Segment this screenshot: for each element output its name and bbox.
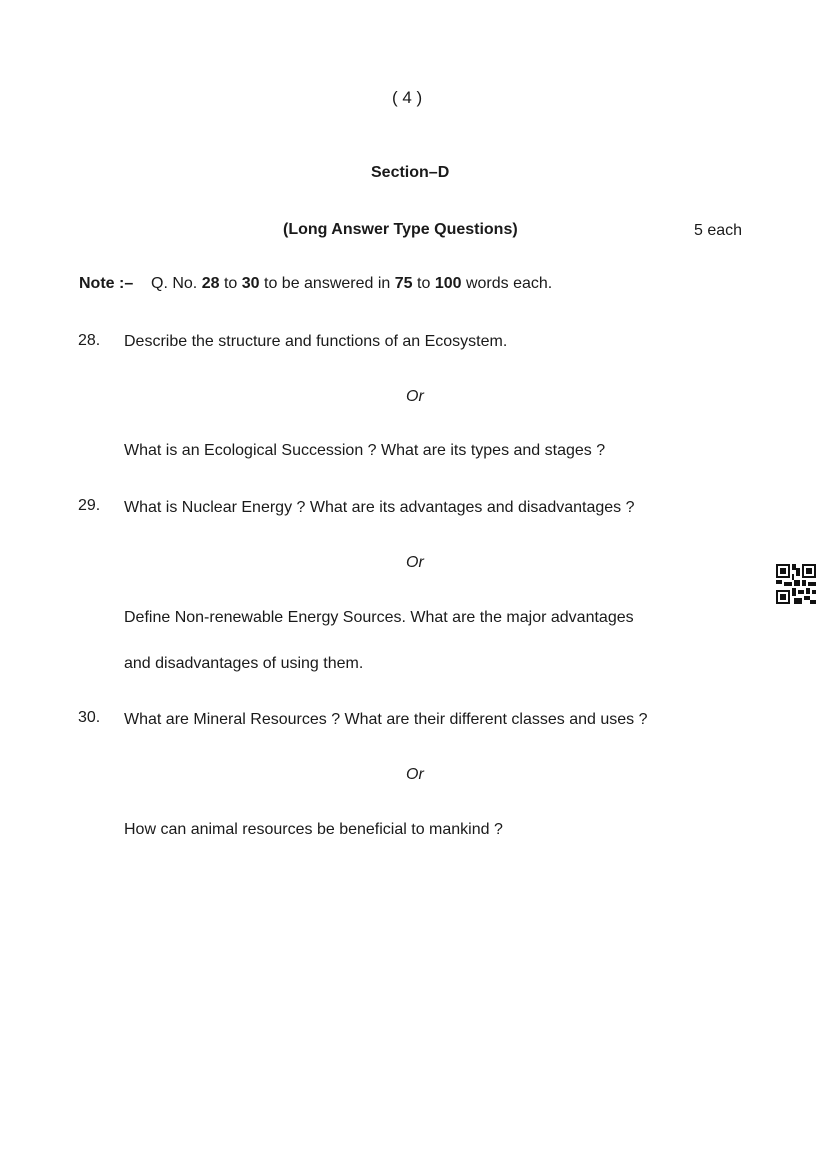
section-title: Section–D	[371, 164, 450, 181]
qr-code-icon	[776, 564, 816, 604]
question-text: Describe the structure and functions of an Ecosystem.	[124, 333, 508, 350]
question-number: 28.	[78, 332, 101, 349]
note-text: 30	[241, 275, 260, 292]
question-number: 29.	[78, 497, 101, 514]
note-text: to be answered in	[264, 275, 391, 292]
note-text: 75	[394, 275, 413, 292]
note-text: Q. No.	[151, 275, 198, 292]
or-separator: Or	[406, 766, 424, 783]
alternative-question-cont: and disadvantages of using them.	[124, 655, 364, 672]
marks-label: 5 each	[694, 222, 743, 239]
note-text: words each.	[465, 275, 553, 292]
note-text: to	[223, 275, 238, 292]
question-text: What is Nuclear Energy ? What are its advantages and disadvantages ?	[124, 499, 635, 516]
alternative-question: What is an Ecological Succession ? What are its types and stages ?	[124, 442, 606, 459]
question-number: 30.	[78, 709, 101, 726]
page-number: ( 4 )	[392, 88, 423, 107]
note-text: 100	[434, 275, 462, 292]
note-text: 28	[201, 275, 220, 292]
or-separator: Or	[406, 388, 424, 405]
note	[79, 275, 552, 293]
section-subtitle: (Long Answer Type Questions)	[283, 221, 518, 238]
or-separator: Or	[406, 554, 424, 571]
note-text: to	[417, 275, 431, 292]
alternative-question: How can animal resources be beneficial to mankind ?	[124, 821, 503, 838]
alternative-question: Define Non-renewable Energy Sources. What are the major advantages	[124, 609, 634, 626]
question-text: What are Mineral Resources ? What are their different classes and uses ?	[124, 711, 648, 728]
note-label: Note :–	[79, 275, 134, 292]
